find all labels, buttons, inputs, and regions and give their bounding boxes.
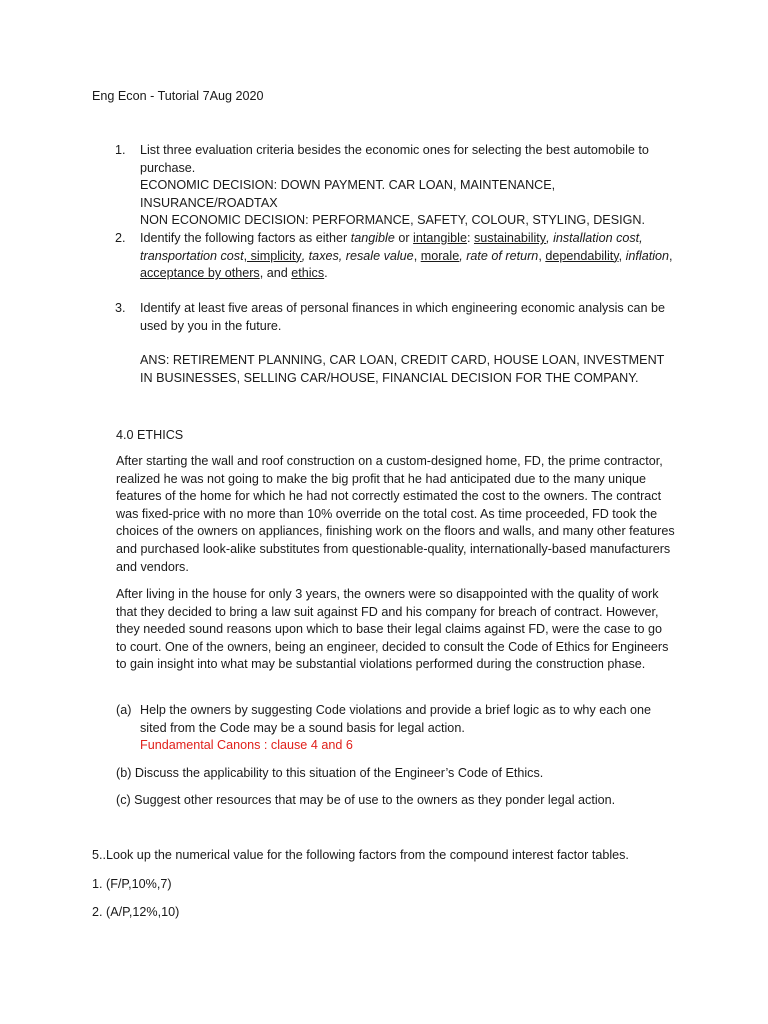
document-title: Eng Econ - Tutorial 7Aug 2020 — [92, 89, 264, 103]
factor-item-2: 2. (A/P,12%,10) — [92, 905, 180, 919]
question-number: 2. — [115, 231, 126, 245]
paragraph-text: After starting the wall and roof construction on a custom-designed home, FD, the prime contractor, realized he was not going to make the big profit that he had anticipated due to the many unique features of the home for which he had not correctly estimated the cost to the owners. The contract was fixed-price with no more than 10% override on the total cost. As time proceeded, FD took the choices of the owners on appliances, finishing work on the floors and walls, and many other features and purchased look-alike substitutes from questionable-quality, internationally-based manufacturers and vendors. — [116, 454, 675, 574]
text-run: , and — [259, 266, 292, 281]
sub-question-answer: Fundamental Canons : clause 4 and 6 — [140, 738, 353, 753]
question-text — [140, 230, 675, 283]
term-intangible: intangible — [413, 231, 467, 245]
question-5-text: 5..Look up the numerical value for the following factors from the compound interest factor tables. — [92, 848, 629, 862]
ethics-paragraph-2 — [116, 586, 676, 674]
text-run: . — [324, 266, 328, 281]
factor-list-italic: , taxes, resale value — [301, 248, 414, 263]
factor-item-1: 1. (F/P,10%,7) — [92, 877, 172, 891]
economic-answer: ECONOMIC DECISION: DOWN PAYMENT. CAR LOAN, MAINTENANCE, INSURANCE/ROADTAX — [140, 178, 556, 210]
text-run: : — [466, 231, 474, 245]
question-1 — [115, 142, 675, 230]
text-run: , — [618, 248, 626, 263]
text-run: , — [669, 248, 673, 263]
factor-acceptance: acceptance by others — [140, 266, 260, 281]
paragraph-text: After living in the house for only 3 years, the owners were so disappointed with the quality of work that they decided to bring a law suit against FD and his company for breach of contract. However, they needed sound reasons upon which to base their legal claims against FD, were the case to go to court. One of the owners, being an engineer, decided to consult the Code of Ethics for Engineers to gain insight into what may be substantial violations performed during the construction phase. — [116, 587, 669, 672]
text-run: , — [413, 248, 421, 263]
question-text: Identify at least five areas of personal finances in which engineering economic analysis can be used by you in the future. — [140, 301, 666, 333]
question-number: 3. — [115, 301, 126, 315]
factor-morale: morale — [420, 248, 460, 263]
ethics-heading: 4.0 ETHICS — [116, 428, 184, 442]
question-3 — [115, 300, 675, 387]
sub-question-c: (c) Suggest other resources that may be of use to the owners as they ponder legal action. — [116, 793, 616, 807]
non-economic-answer: NON ECONOMIC DECISION: PERFORMANCE, SAFETY, COLOUR, STYLING, DESIGN. — [140, 213, 645, 228]
term-tangible: tangible — [350, 231, 395, 245]
factor-dependability: dependability — [545, 248, 619, 263]
ethics-paragraph-1 — [116, 453, 676, 576]
question-number: 1. — [115, 143, 126, 157]
factor-inflation: inflation — [625, 248, 670, 263]
text-run: , — [538, 248, 546, 263]
factor-list-italic: , installation cost, transportation cost — [140, 231, 643, 263]
factor-sustainability: sustainability — [473, 231, 547, 245]
factor-simplicity: , simplicity — [243, 248, 302, 263]
answer-text: ANS: RETIREMENT PLANNING, CAR LOAN, CREDIT CARD, HOUSE LOAN, INVESTMENT IN BUSINESSES, SELLING CAR/HOUSE, FINANCIAL DECISION FOR THE COMPANY. — [140, 353, 665, 385]
sub-question-text: Help the owners by suggesting Code violations and provide a brief logic as to why each one sited from the Code may be a sound basis for legal action. — [140, 703, 652, 735]
question-2 — [115, 230, 675, 283]
sub-question-a — [116, 702, 676, 755]
factor-list-italic: , rate of return — [459, 248, 539, 263]
text-run: or — [394, 231, 414, 245]
text-run: Identify the following factors as either — [140, 231, 351, 245]
sub-question-label: (a) — [116, 703, 132, 717]
question-text: List three evaluation criteria besides the economic ones for selecting the best automobile to purchase. — [140, 143, 649, 175]
factor-ethics: ethics — [291, 266, 325, 281]
sub-question-b: (b) Discuss the applicability to this situation of the Engineer’s Code of Ethics. — [116, 766, 544, 780]
